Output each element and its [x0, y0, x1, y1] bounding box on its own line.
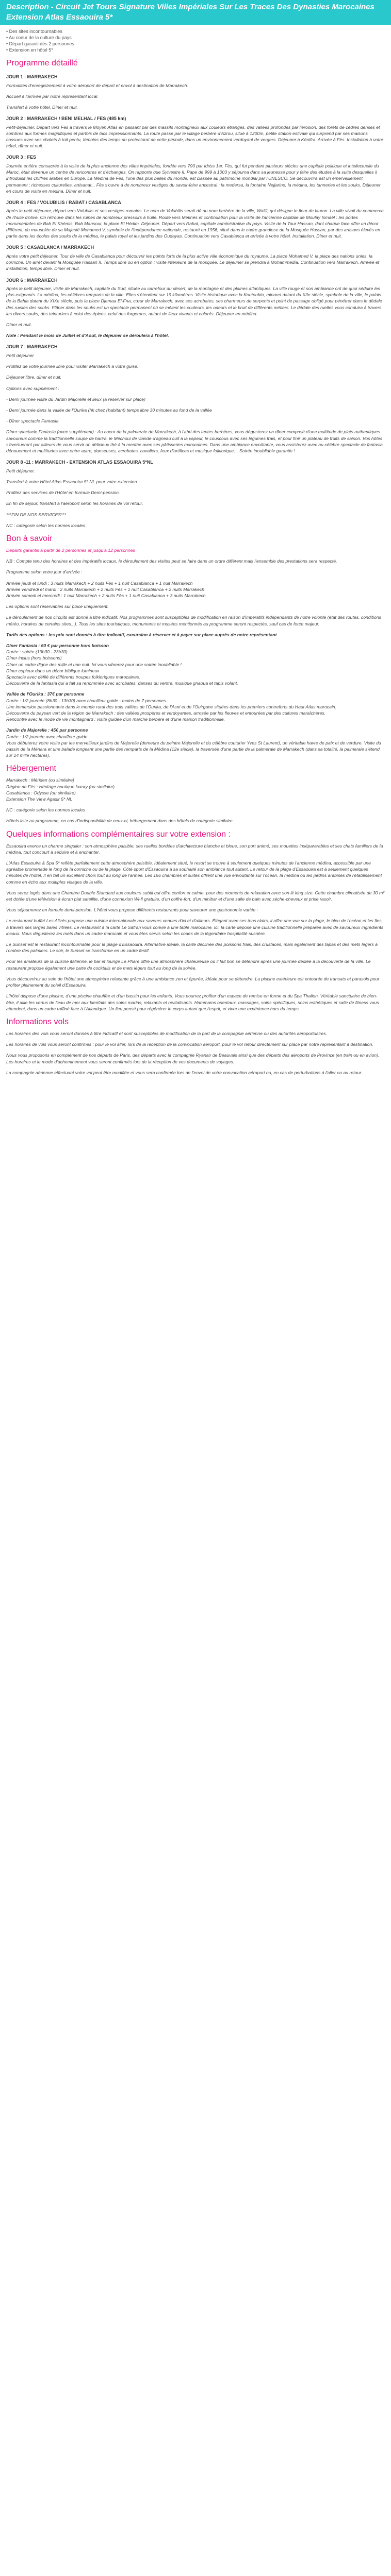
hotel-line: Marrakech : Mériden (ou similaire) [6, 777, 74, 783]
day-4-paragraph: Après le petit déjeuner, départ vers Volubilis et ses vestiges romains. Le nom de Volubilis serait dû au nom berbère de la ville, Walili, qui désigne le fleur de lauron. La ville vivait du commerce de l'huile d'olive. On retrouve dans les ruines de nombreux pressoirs à huile. Route vers Meknès et continuation pour la visite de l'ancienne capitale de Moulay Ismaël : les portes monumentales de Bab El Khémis, Bab Mansour, la place El Hédim. Déjeuner. Départ vers Rabat, capitale administrative du pays. Visite de la Tour Hassan, dont chaque face offre un décor différent, du mausolée de sa Majesté Mohamed V, symbole de l'indépendance nationale, restauré en 1956, situé dans le cadre grandiose de la Mosquée Hassan, par des artisans élevés en partie dans les écoles des souks de la médina, le palais royal et les jardins des Oudayas. Continuation vers Casablanca et arrivée à votre hôtel. Installation. Dîner et nuit. [6, 208, 384, 239]
day-8-paragraph: NC : catégorie selon les normes locales [6, 522, 86, 528]
complementaires-paragraph: L'hôtel dispose d'une piscine, d'une piscine chauffée et d'un bassin pour les enfants. Vous pourrez profiter d'un espace de remise en forme et du Spa Thalion. Véritable sanctuaire de bien-être, il allie les vertus de l'eau de mer aux bienfaits des soins marins, relaxants et revitalisants. Hammams orientaux, massages, soins spécifiques, soins esthétiques et salle de fitness vous attendent, dans un cadre raffiné face à l'Atlantique. Un lieu pensé pour régénérer le corps autant que l'esprit, et vivre une expérience hors du temps. [6, 993, 379, 1011]
ourika-line: Durée : 1/2 journée (8h30 - 13h30) avec chauffeur guide - moins de 7 personnes. [6, 698, 168, 703]
majorelle-title: Jardin de Majorelle : 45€ par personne [6, 727, 88, 733]
complementaires-paragraph: Le Sunset est le restaurant incontournable pour la plage d'Essaouira. Alternative idéale, la carte déclinée des poissons frais, des crustacés, mais également des tapas et des mets légers à l'ombre des palmiers. Le soir, le Sunset se transforme en un cadre festif. [6, 942, 378, 954]
ourika-line: Rencontre avec le mode de vie montagnard : visite guidée d'un marché berbère et d'une maison traditionnelle. [6, 717, 225, 722]
content [0, 58, 391, 1076]
day-1-paragraph: Transfert à votre hôtel. Dîner et nuit. [6, 104, 78, 110]
majorelle-line: Vous débuterez votre visite par les merveilleux jardins de Majorelle (demeure du peintre Majorelle et du célèbre couturier Yves St Laurent), un véritable havre de paix et de verdure. Visite du bassin de la Ménara et une balade longeant une partie des remparts de la Médina (12e siècle), la traversée d'une partie de la palmeraie de Marrakech (dans sa totalité, la palmeraie s'étend sur 14 mille hectares). [6, 740, 381, 758]
summary-item: • Départ garanti dès 2 personnes [6, 41, 385, 47]
day-1-title: JOUR 1 : MARRAKECH [6, 74, 58, 79]
arrival-line: Arrivée samedi et mercredi : 1 nuit Marrakech + 2 nuits Fès + 1 nuit Casablanca + 3 nuits Marrakech [6, 592, 206, 598]
day-5-title: JOUR 5 : CASABLANCA / MARRAKECH [6, 245, 94, 250]
hebergement-nc: NC : catégorie selon les normes locales [6, 807, 86, 813]
day-7-paragraph: Profitez de votre journée libre pour visiter Marrakech à votre guise. [6, 364, 139, 369]
day-7-paragraph: Options avec supplément : [6, 385, 59, 391]
deroulement-note: Le déroulement de nos circuits est donné à titre indicatif. Nos programmes sont susceptibles de modification en raison d'impératifs indépendants de notre volonté (état des routes, conditions météo, horaires de certains sites...). Tous les sites touristiques, monuments et musées mentionnés au programme seront respectés, sauf cas de force majeur. [6, 615, 381, 626]
day-8-paragraph: ***FIN DE NOS SERVICES*** [6, 512, 67, 517]
fantasia-line: Dîner un cadre digne des mille et une nuit. Ici vous vibrerez pour une soirée inoubliable ! [6, 662, 182, 667]
infos-vols-title: Informations vols [6, 1017, 69, 1026]
bon-a-savoir-intro: Départs garantis à partir de 2 personnes et jusqu'à 12 personnes [6, 547, 135, 553]
summary-item: • Des sites incontournables [6, 28, 385, 35]
infos-vols-paragraph: Nous vous proposons en complément de nos départs de Paris, des départs avec la compagnie Ryanair de Beauvais ainsi que des départs des aéroports de Province (en train ou en avion). Les horaires et le mode d'acheminement vous seront confirmés lors de la réception de vos documents de voyages. [6, 1053, 380, 1064]
ourika-line: Découverte du paysan vert de la région de Marrakech : des vallées prospères et verdoyantes, arrosée par les fleuves et entourées par des cultures maraîchères. [6, 710, 326, 716]
fantasia-line: Spectacle avec défilé de différents troupes folkloriques marocaines. [6, 674, 140, 680]
fantasia-line: Dîner inclus (hors boissons) [6, 655, 62, 661]
infos-vols-paragraph: Les horaires de vols vous seront confirmés : pour le vol aller, lors de la réception de la convocation aéroport, pour le vol retour directement sur place par notre représentant à destination. [6, 1042, 373, 1047]
day-2-title: JOUR 2 : MARRAKECH / BENI MELHAL / FES (485 km) [6, 116, 126, 122]
day-8-paragraph: Transfert à votre Hôtel Atlas Essaouira 5* NL pour votre extension. [6, 479, 138, 484]
day-3-paragraph: Journée entière consacrée à la visite de la plus ancienne des villes impériales, fondée vers 790 par Idriss 1er. Fès, qui fut pendant plusieurs siècles une capitale politique et intellectuelle du Maroc, était devenue un centre de rencontres et d'échanges. On rapporte que Sylvestre II, Pape de 999 à 1003 y séjourna dans sa jeunesse pour y faire des études à la suite desquelles il introduisit les chiffres arabes en Europe. La Médina de Fès, l'une des plus belles du monde, est classée au patrimoine mondial par l'UNESCO. Se découvrira est un émerveillement permanent ; richesses culturelles, artisanat... Fès s'ouvre à de nombreux vestiges du savoir-faire ancestral : la medersa, la fontaine Nejjarine, la médina, les tanneries et les souks. Déjeuner en cours de visite en médina. Dîner et nuit. [6, 163, 381, 194]
day-5-paragraph: Après votre petit déjeuner. Tour de ville de Casablanca pour découvrir les points forts de la plus active ville économique du royaume. La place Mohamed V, la place des nations unies, la corniche. Un arrêt devant la Mosquée Hassan II. Temps libre ou en option : visite intérieure de la mosquée. Le déjeuner se prendra à Mohammedia. Continuation vers Marrakech. Arrivée et installation, temps libre. Dîner et nuit. [6, 253, 380, 272]
day-1-paragraph: Formalités d'enregistrement à votre aéroport de départ et envol à destination de Marrakech. [6, 82, 188, 88]
infos-vols-paragraph: La compagnie aérienne effectuant votre vol peut être modifiée et vous sera confirmée lors de l'envoi de votre convocation aéroport ou, en cas de perturbations à l'aller ou au retour. [6, 1070, 363, 1075]
day-7-paragraph: Petit déjeuner [6, 352, 34, 358]
summary-item: • Extension en hôtel 5* [6, 47, 385, 53]
description-header [0, 0, 391, 25]
day-7-title: JOUR 7 : MARRAKECH [6, 344, 58, 350]
complementaires-paragraph: Le restaurant buffet Les Alizés propose une cuisine internationale aux saveurs venues d'ici et d'ailleurs. Élégant avec ses tons clairs, il offre une vue sur la plage, le bleu de l'océan et les îles, à travers ses larges baies vitrées. Le restaurant à la carte Le Safran vous convie à une table marocaine. Ici, la carte dépose une cuisine traditionnelle préparée avec de savoureux ingrédients locaux. Vous dégusterez les mets dans un cadre marocain et vous êtes servis selon les codes de la légendaire hospitalité sucrière. [6, 918, 384, 936]
complementaires-paragraph: Pour les amateurs de la cuisine italienne, le bar et lounge Le Phare offre une atmosphère chaleureuse où il fait bon se détendre après une journée dédiée à la découverte de la ville. Le restaurant propose également une carte de cocktails et de mets légers tout au long de la soirée. [6, 959, 371, 971]
day-8-title: JOUR 8 -11 : MARRAKECH - EXTENSION ATLAS ESSAOUIRA 5*NL [6, 460, 153, 465]
day-2-paragraph: Petit-déjeuner. Départ vers Fès à travers le Moyen Atlas en passant par des massifs montagneux aux couleurs étranges, des vallées profondes par l'érosion, des forêts de cèdres denses et sombres aux formes magnifiques et parfois de lacs impressionnants. La route passe par le village berbère d'Azrou, situé à 1200m, petite station estivale qui surprend par ses maisons cossues avec ses chalets à toit pentu, témoins des temps du protectorat de cette période, dans un environnement verdoyant de vergers. Déjeuner à Kénifra. Arrivée à Fès. Installation à votre hôtel, dîner et nuit. [6, 124, 383, 149]
day-7-option: - Demi journée dans la vallée de l'Ourika (hk chez l'habitant) temps libre 30 minutes au fond de la vallée [6, 408, 212, 413]
hebergement-title: Hébergement [6, 764, 56, 773]
day-4-title: JOUR 4 : FES / VOLUBILIS / RABAT / CASABLANCA [6, 199, 121, 205]
day-8-paragraph: Profitez des services de l'Hôtel en formule Demi-pension. [6, 490, 120, 496]
infos-vols-paragraph: Les horaires des vols vous seront donnés à titre indicatif et sont susceptibles de modification de la part de la compagnie aérienne ou des autorités aéroportuaires. [6, 1030, 328, 1036]
fantasia-title: Dîner Fantasia : 60 € par personne hors boisson [6, 642, 109, 648]
hebergement-note: Hôtels liste au programme, en cas d'indisponibilité de ceux-ci, hébergement dans des hôtels de catégorie similaire. [6, 818, 234, 824]
day-8-paragraph: En fin de séjour, transfert à l'aéroport selon les horaires de vol retour. [6, 501, 143, 506]
programme-note: Programme selon votre jour d'arrivée : [6, 569, 83, 575]
day-8-paragraph: Petit déjeuner. [6, 468, 35, 473]
day-7-paragraph: Dîner spectacle Fantasia (avec supplément) : Au coeur de la palmeraie de Marrakech, à l'abri des tentes berbères, vous dégusterez un dîner composé d'une multitude de plats authentiques savoureux comme la traditionnelle soupe de harira, le Méchoui de viande d'agneau cuit à la vapeur, le couscous avec ses légumes frais, et pour finir un plateau de fruits de saison. Vos hôtes s'évertueront par ailleurs de vous servir un délicieux thé à la menthe avec ses pâtisseries marocaines. Dans une ambiance envoûtante, vous assisterez avec au célèbre spectacle de fantasia dénouement et multitudes avec entre autre, danseuses, acrobates, cavaliers, feux d'artifices et musique folklorique… Soirée inoubliable garantie ! [6, 429, 383, 454]
day-1-paragraph: Accueil à l'arrivée par notre représentant local. [6, 93, 99, 99]
hotel-line: Casablanca : Odysse (ou similaire) [6, 790, 76, 795]
tarifs-note: Tarifs des options : les prix sont donnés à titre indicatif, excursion à réserver et à payer sur place auprès de notre représentant [6, 632, 277, 637]
ourika-title: Vallée de l'Ourika : 37€ par personne [6, 691, 85, 697]
day-6-paragraph: Dîner et nuit. [6, 322, 32, 328]
day-3-title: JOUR 3 : FES [6, 155, 37, 160]
majorelle-line: Durée : 1/2 journée avec chauffeur guide [6, 734, 88, 739]
complementaires-paragraph: L'Atlas Essaouira & Spa 5* reflète parfaitement cette atmosphère paisible. Idéalement situé, le resort se trouve à seulement quelques minutes de l'ancienne médina, accessible par une agréable promenade le long de la corniche ou de la plage. Côté sport d'Essaouira à sa souhaité son ambiance tout autant. Le retour de la plage d'Essaouira est à seulement quelques minutes de l'hôtel, Il en fait un excellent choix tout au long de l'année. Les 156 chambres et suites offrent une vue envoûtante sur l'océan, la médina ou les jardins arabisés de l'établissement comme en écho aux multiples visages de la ville. [6, 860, 382, 885]
fantasia-line: Durée : soirée (19h30 - 23h30) [6, 649, 68, 655]
complementaires-paragraph: Vous séjournerez en formule demi-pension. L'hôtel vous propose différents restaurants pour savourer une gastronomie variée : [6, 907, 258, 913]
day-6-note: Note : Pendant le mois de Juillet et d'Aout, le déjeuner se déroulera à l'hôtel. [6, 333, 169, 338]
options-note: Les options sont réservables sur place uniquement. [6, 604, 109, 609]
bon-a-savoir-nb: NB : Compte tenu des horaires et des impératifs locaux, le déroulement des visites peut se faire dans un ordre différent mais l'ensemble des prestations sera respecté. [6, 558, 337, 564]
fantasia-line: Découverte de la fantasia qui a fait sa renommée avec acrobates, danses du ventre, musique gnaoua et tapis volant. [6, 681, 238, 686]
complementaires-paragraph: Vous découvrirez au sein de l'hôtel une atmosphère relaxante grâce à une ambiance zen et épurée, idéale pour se détendre. La piscine extérieure est entourée de transats et parasols pour profiter pleinement du soleil d'Essaouira. [6, 976, 380, 988]
summary-list [0, 28, 391, 53]
bon-a-savoir-title: Bon à savoir [6, 534, 52, 543]
complementaires-paragraph: Essaouira exerce un charme singulier : son atmosphère paisible, ses ruelles bordées d'architecture blanche et bleue, son port animé, ses mouettes insépararables et ses chats familiers de la médina, tout concourt à séduire et à enchanter. [6, 843, 383, 855]
ourika-line: Une immersion passionnante dans le monde rural des trois vallées de l'Ourika, de l'Asni et de l'Ouirgane situées dans les premiers contreforts du Haut Atlas marocain. [6, 704, 337, 709]
page-title: Description - Circuit Jet Tours Signature Villes Impériales Sur Les Traces Des Dynasties Marocaines Extension Atlas Essaouira 5* [6, 3, 374, 22]
arrival-line: Arrivée vendredi et mardi : 2 nuits Marrakech + 2 nuits Fès + 1 nuit Casablanca + 2 nuits Marrakech [6, 586, 205, 592]
day-7-option: - Dîner spectacle Fantasia [6, 418, 59, 424]
summary-item: • Au coeur de la culture du pays [6, 35, 385, 41]
day-7-option: - Demi journée visite du Jardin Majorelle et lieux (à réserver sur place) [6, 396, 145, 402]
arrival-line: Arrivée jeudi et lundi : 3 nuits Marrakech + 2 nuits Fès + 1 nuit Casablanca + 1 nuit Marrakech [6, 580, 193, 586]
complementaires-paragraph: Vous serez logés dans une Chambre Double Standard aux couleurs subtil qui offre confort et calme, pour des moments de relaxation avec son lit king size. Cette chambre climatisée de 30 m² est dotée d'une télévision à écran plat satellite, d'une connexion Wi-fi gratuite, d'un coffre-fort, d'un minibar et d'une salle de bain avec sèche-cheveux et prise rasoir. [6, 890, 385, 902]
fantasia-line: Dîner copieux dans un décor biblique lumineux [6, 668, 100, 673]
hotel-line: Région de Fès : Héritage boutique luxury (ou similaire) [6, 784, 115, 789]
complementaires-title: Quelques informations complémentaires sur votre extension : [6, 829, 231, 839]
hotel-line: Extension The View Agadir 5* NL [6, 796, 72, 802]
day-6-title: JOUR 6 : MARRAKECH [6, 277, 58, 283]
day-7-paragraph: Déjeuner libre, dîner et nuit. [6, 375, 62, 380]
day-6-paragraph: Après le petit déjeuner, visite de Marrakech, capitale du Sud, située au carrefour du désert, de la montagne et des plaines atlantiques. La ville rouge et son ambiance ont de quoi séduire les plus exigeants. La médina, les célèbres remparts de la ville. Elles s'étendent sur 19 kilomètres. Visite historique avec la Koutoubia, minaret datant du XIIe siècle, symbole de la ville, le palais de la Bahia datant du XIXe siècle, puis la place Djemaa El-Fna, cœur de Marrakech, avec ses acrobates, ses charmeurs de serpents et point de passage obligé pour pénétrer dans le dédale des ruelles des souks. Flâner dans les souks est un spectacle permanent où se mêlent les couleurs, les odeurs et le bruit de différents métiers. Le dédale des ruelles vous conduira à travers les divers souks, des teinturiers à celui des épices, celui des forgerons, autant de lieux vivants et colorés. Déjeuner en médina. [6, 286, 382, 316]
programme-title: Programme détaillé [6, 59, 78, 67]
